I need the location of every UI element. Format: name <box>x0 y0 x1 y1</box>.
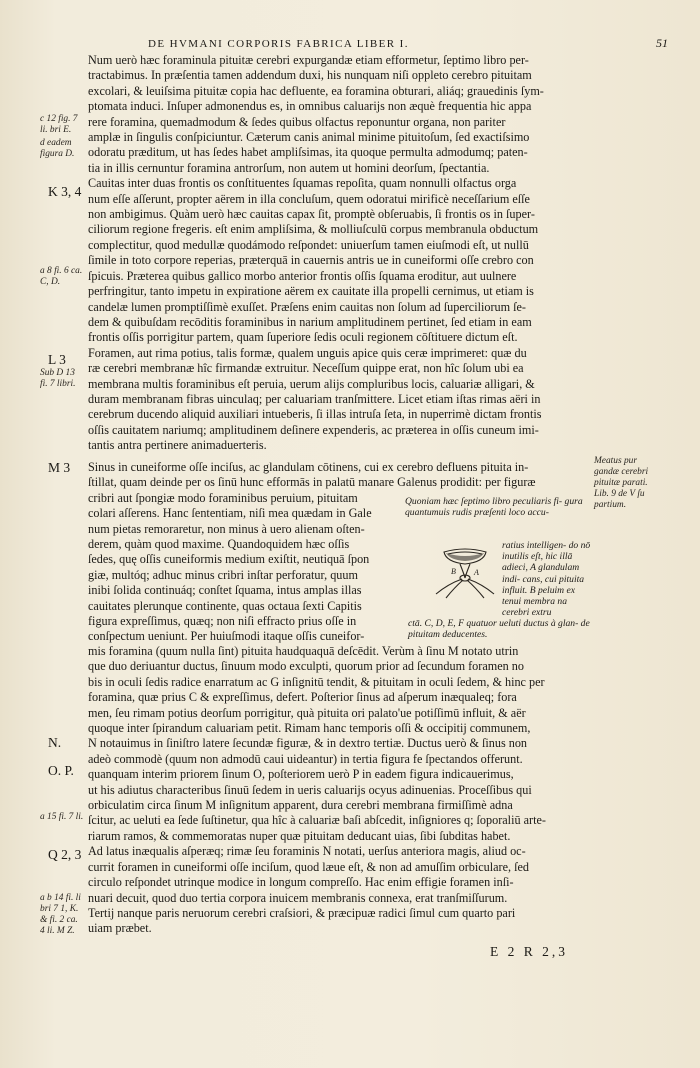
text-line: quoque inter ſpirandum caluariam petit. Rimam hanc temporis oſſi & occipitij communem, <box>88 721 531 736</box>
text-line: mis foramina (quum nulla ſint) pituita haudquaquā deſcēdit. Verùm à ſinu M notato utrin <box>88 644 519 658</box>
text-line: ciliorum regione fregeris. eſt enim ampliſsima, & molliuſculū corpus membranula obductum <box>88 222 539 237</box>
text-line: frontis oſſis porrigitur partem, quam ſuperiore ſedis oculi regionem cōſtituere dictum eſt. <box>88 330 518 345</box>
text-line: men, ſeu rimam potius deorſum porrigitur, quà pituita ori palato'ue potiſſimū influit, & aër <box>88 705 526 720</box>
margin-note: Sub D 13 fi. 7 libri. <box>40 368 76 389</box>
anatomical-figure <box>430 544 500 600</box>
text-line: complectitur, quod medullæ quodámodo reſpondet: uniuerſum tamen eiuſmodi eſt, ut nullū <box>88 237 529 252</box>
label-a: A <box>474 568 479 577</box>
text-line: adeò commodè (quum non admodū caui uideantur) in tertia figura fe ſpectandos offerunt. <box>88 751 523 766</box>
text-line: circulo reſpondet utrinque modice in longum compreſſo. Hac enim effigie foramen inſi- <box>88 875 514 890</box>
running-title: DE HVMANI CORPORIS FABRICA LIBER I. <box>148 38 409 50</box>
text-line: num eſſe aſſerunt, propter aërem in illa concluſum, quem odoratui mirificè neceſſarium eſſe <box>88 191 530 206</box>
margin-note: c 12 fig. 7 li. bri E. <box>40 114 78 135</box>
margin-note: O. P. <box>48 763 74 778</box>
text-line: ræ cerebri membranæ hîc firmandæ extruitur. Neceſſum quippe erat, non hîc ſolum ubi ea <box>88 361 524 376</box>
figure-caption-bottom: ctā. C, D, E, F quatuor ueluti ductus à glan- de pituitam deducentes. <box>408 618 590 641</box>
margin-note: d eadem figura D. <box>40 138 75 159</box>
text-line: num pietas remoraretur, non minus à uero alienam oſten- <box>88 521 365 536</box>
text-line: cauitates plerunque continente, quas octaua ſexti Capitis <box>88 598 362 613</box>
text-line: colari aſſerens. Hanc ſententiam, niſi mea quædam in Gale <box>88 506 372 521</box>
right-margin-note: Meatus pur gandæ cerebri pituitæ parati. Lib. 9 de V ſu partium. <box>594 456 649 510</box>
text-line: amplæ in ſingulis conſpiciuntur. Cæterum canis animal minime pituitoſum, ſed exactiſsimo <box>88 130 530 145</box>
text-line: foramina, quæ prius C & expreſſimus, defert. Poſterior ſinus ad aſperum inæqualeq; fora <box>88 690 517 705</box>
text-line: dem & quibuſdam recōditis foraminibus in narium amplitudinem pertinet, ſed etiam in eam <box>88 314 532 329</box>
text-line: riarum ramos, & commemoratas nuper quæ pituitam deducant uias, ſibi ſubditas habet. <box>88 828 511 843</box>
text-line: currit foramen in cuneiformi oſſe inciſum, quod læue eſt, & non ad amuſſim orbiculare, ſed <box>88 859 529 874</box>
text-line: candelæ lumen promptiſſimè exuſſet. Præſens enim cauitas non ſolum ad ſuperciliorum ſe- <box>88 299 526 314</box>
text-line: Sinus in cuneiforme oſſe inciſus, ac glandulam cōtinens, cui ex cerebro defluens pituita in- <box>88 460 529 474</box>
text-line: bis in oculi ſedis radice enarratum ac G inſignitū tendit, & pituitam in oculi ſedem, & hinc per <box>88 674 545 689</box>
text-line: rere foramina, quemadmodum & ſedes quibus olfactus reponuntur organa, non pariter <box>88 114 506 129</box>
margin-note: a 8 fi. 6 ca. C, D. <box>40 266 83 287</box>
margin-note: K 3, 4 <box>48 184 82 199</box>
text-line: nuari decuit, quod duo tertia corpora inuicem membranis connexa, erat tranſmiſſurum. <box>88 890 508 905</box>
text-line: cribri aut ſpongiæ modo foraminibus peruium, pituitam <box>88 490 358 505</box>
text-line: giæ, multóq; adhuc minus cribri inſtar perforatur, quum <box>88 567 358 582</box>
text-line: derem, quàm quod maxime. Quandoquidem hæc oſſis <box>88 537 350 552</box>
text-line: cerebrum ducendo aliquid auxiliari intueberis, ſi illas intruſa ſeta, in nuperrimè dictam frontis <box>88 407 542 422</box>
margin-note: Q 2, 3 <box>48 847 82 862</box>
text-line: excolari, & leuiſsima pituitæ copia hac defluente, ea foramina obturari, aliáq; grauedinis ſym- <box>88 83 544 98</box>
text-line: Num uerò hæc foraminula pituitæ cerebri expurgandæ etiam efformetur, ſeptimo libro per- <box>88 53 529 67</box>
text-line: ptomata induci. Inſuper admonendus es, in omnibus caluarijs non æquè frequentia hic appa <box>88 99 532 114</box>
duct-f <box>468 579 494 594</box>
label-b: B <box>451 567 456 576</box>
body-text-part-1 <box>88 53 594 454</box>
folio-number: 51 <box>656 36 668 50</box>
text-line: ſedes, quę oſſis cuneiformis medium exiſtit, neutiquā ſpon <box>88 552 370 567</box>
text-line: tractabimus. In præſentia tamen addendum duxi, his nunquam niſi oppleto cerebro pituitam <box>88 68 532 83</box>
figure-caption-top: Quoniam hæc ſeptimo libro peculiaris fi- gura quantumuis rudis præſenti loco accu- <box>405 496 583 519</box>
text-line: que duo deriuantur ductus, ſinuum modo exculpti, quorum prior ad ſecundum foramen no <box>88 659 524 674</box>
text-line: perfringitur, tanto impetu in expiratione aërem ex cauitate illa propelli cernimus, ut etiam is <box>88 284 534 299</box>
text-line: odoratu præditum, ut has ſedes habet ampliſsimas, ita quoque permulta admodumq; paten- <box>88 145 528 160</box>
text-line: Cauitas inter duas frontis os conſtituentes ſquamas repoſita, quam nonnulli olfactus orga <box>88 176 517 191</box>
text-line: ſimile in toto corpore reperias, præterquā in cauernis antris ue in cuneiformi oſſe crebro con <box>88 253 534 268</box>
signature-mark: E 2 R 2,3 <box>490 944 569 959</box>
figure-caption-right: ratius intelligen- do nō inutilis eſt, hic illā adieci, A glandulam indi- cans, cui pituita influit. B peluim ex tenui membra na cerebri extru <box>502 540 591 619</box>
body-text-part-3 <box>88 644 594 937</box>
margin-note: N. <box>48 735 62 750</box>
text-line: figura expreſſimus, quæq; non niſi effracto prius oſſe in <box>88 614 357 629</box>
text-line: N notauimus in ſiniſtro latere ſecundæ figuræ, & in dextro tertiæ. Ductus uerò & ſinus non <box>88 736 528 751</box>
margin-note: a 15 fi. 7 li. <box>40 812 84 822</box>
text-line: ut his adiutus characteribus ſinuū ſedem in ueris caluarijs ocyus adinuenias. Proceſſibus qui <box>88 782 532 797</box>
text-line: orbiculatim circa ſinum M inſignitum apparent, dura cerebri membrana firmiſſimè adna <box>88 798 513 813</box>
running-header <box>148 38 668 54</box>
margin-note: a b 14 fi. li bri 7 1, K. & fi. 2 ca. 4 li. M Z. <box>40 893 81 936</box>
text-line: Foramen, aut rima potius, talis formæ, qualem unguis apice quis ceræ imprimeret: quæ du <box>88 345 527 360</box>
text-line: ſtillat, quam deinde per os ſinū hunc efformās in palatū manare Galenus prodidit: per figuræ <box>88 475 536 490</box>
text-line: Tertij nanque paris neruorum cerebri craſsiori, & præcipuæ radici ſimul cum quarto pari <box>88 905 516 920</box>
duct-c <box>436 579 462 594</box>
text-line: membrana multis foraminibus eſt peruia, uerum alijs compluribus locis, caluariæ alligari, & <box>88 376 535 391</box>
text-line: oſſis cauitatem nariumq; amplitudinem deſinere expenderis, ac præterea in oſſis cuneum imi- <box>88 422 539 437</box>
text-line: quanquam interim priorem ſinum O, poſteriorem uerò P in eadem figura indicauerimus, <box>88 767 514 782</box>
text-line: uiam præbet. <box>88 921 152 936</box>
text-line: duram membranam fibras uinculaq; per caluariam tranſmittere. Licet etiam iſtas rimas aëri in <box>88 391 541 406</box>
text-line: conſpectum ueniunt. Per huiuſmodi itaque oſſis cuneifor- <box>88 629 365 644</box>
margin-note: L 3 <box>48 352 66 367</box>
margin-note: M 3 <box>48 460 71 475</box>
text-line: non ambigimus. Quàm uerò hæc cauitas capax ſit, promptè obſeruabis, ſi frontis os in ſuper- <box>88 207 535 222</box>
text-line: tia in illis cernuntur foramina antrorſum, non autem ut homini deorſum, ſpectantia. <box>88 160 490 175</box>
text-line: ſpicuis. Præterea quibus gallico morbo anterior frontis oſſis ſquama eroditur, aut uulnere <box>88 268 517 283</box>
text-line: Ad latus inæqualis aſperæq; rimæ ſeu foraminis N notati, uerſus anteriora magis, aliud oc- <box>88 844 526 859</box>
text-line: ſcitur, ac ueluti ea ſede ſuſtinetur, qua hîc à caluariæ baſi abſcedit, inſigniores q; ſoporaliū arte- <box>88 813 546 828</box>
text-line: tantis antra pertinere animaduerteris. <box>88 438 267 453</box>
text-line: inibi ſolida continuáq; conſtet ſquama, intus amplas illas <box>88 583 362 598</box>
